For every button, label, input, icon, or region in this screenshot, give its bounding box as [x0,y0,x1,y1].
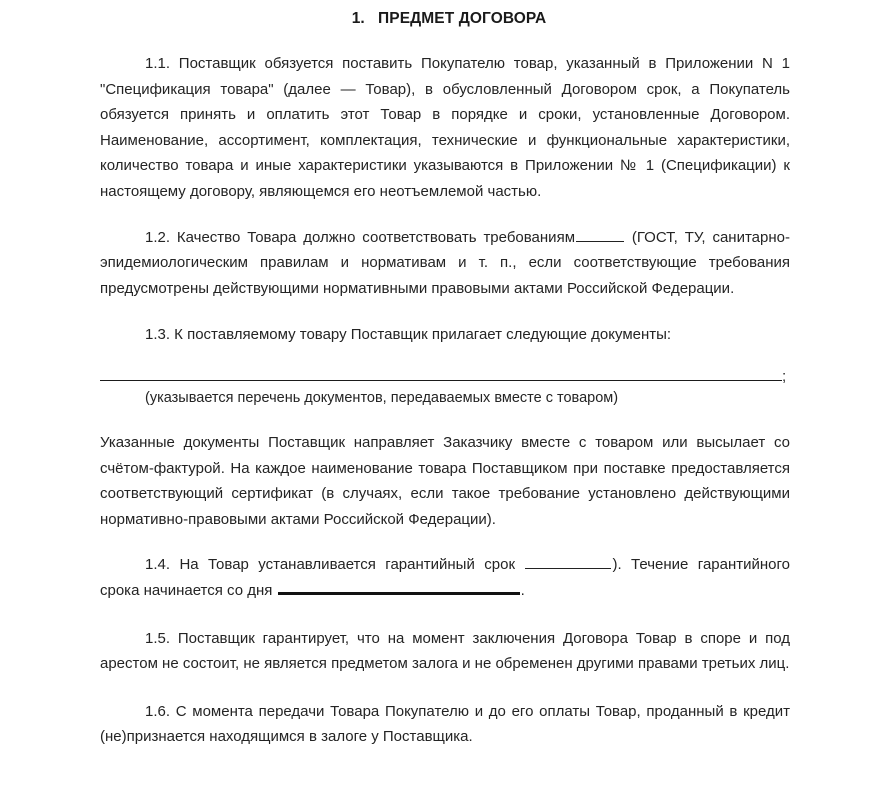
documents-delivery-paragraph: Указанные документы Поставщик направляет Заказчику вместе с товаром или высылает со счётом-фактурой. На каждое наименование товара Поставщиком при поставке предоставляется соответствующий сертификат (в случаях, если такое требование установлено действующими нормативно-правовыми актами Российской Федерации). [100,433,790,528]
clause-1-3: 1.3. К поставляемому товару Поставщик прилагает следующие документы: [145,326,672,344]
clause-1-6: 1.6. С момента передачи Товара Покупателю и до его оплаты Товар, проданный в кредит (не)признается находящимся в залоге у Поставщика. [100,702,790,746]
clause-1-4-text-after-blank: . [520,581,525,599]
clause-1-2-text-before-blank: 1.2. Качество Товара должно соответствовать требованиям [145,228,575,246]
fill-in-rule-documents[interactable] [100,368,782,381]
clause-1-1: 1.1. Поставщик обязуется поставить Покупателю товар, указанный в Приложении N 1 "Спецификация товара" (далее — Товар), в обусловленный Договором срок, а Покупатель обязуется принять и оплатить этот Товар в порядке и сроки, установленные Договором. Наименование, ассортимент, комплектация, технические и функциональные характеристики, количество товара и иные характеристики указываются в Приложении № 1 (Спецификации) к настоящему договору, являющемся его неотъемлемой частью. [100,55,790,200]
clause-1-4 [100,552,790,603]
document-body [100,0,790,750]
clause-1-5: 1.5. Поставщик гарантирует, что на момент заключения Договора Товар в споре и под арестом не состоит, не является предметом залога и не обременен другими правами третьих лиц. [100,629,790,673]
clause-1-3-caption: (указывается перечень документов, передаваемых вместе с товаром) [145,389,619,406]
clause-1-4-text-before-blank: 1.4. На Товар устанавливается гарантийный срок [145,556,516,574]
section-heading: 1. ПРЕДМЕТ ДОГОВОРА [351,10,547,27]
clause-1-4-text-mid: ). Течение гарантийного срока начинается со дня [100,556,790,599]
clause-1-2 [100,225,790,302]
clause-1-2-text-after-blank: (ГОСТ, ТУ, санитарно-эпидемиологическим правилам и нормативам и т. п., если соответствующие требования предусмотрены действующими нормативными правовыми актами Российской Федерации. [100,228,790,297]
fill-in-blank-warranty-start-date[interactable] [278,580,520,595]
fill-in-blank-warranty-period[interactable] [525,557,611,569]
fill-in-rule-terminator: ; [782,367,787,385]
documents-fill-in-row [100,367,790,387]
fill-in-blank-quality[interactable] [576,230,624,242]
